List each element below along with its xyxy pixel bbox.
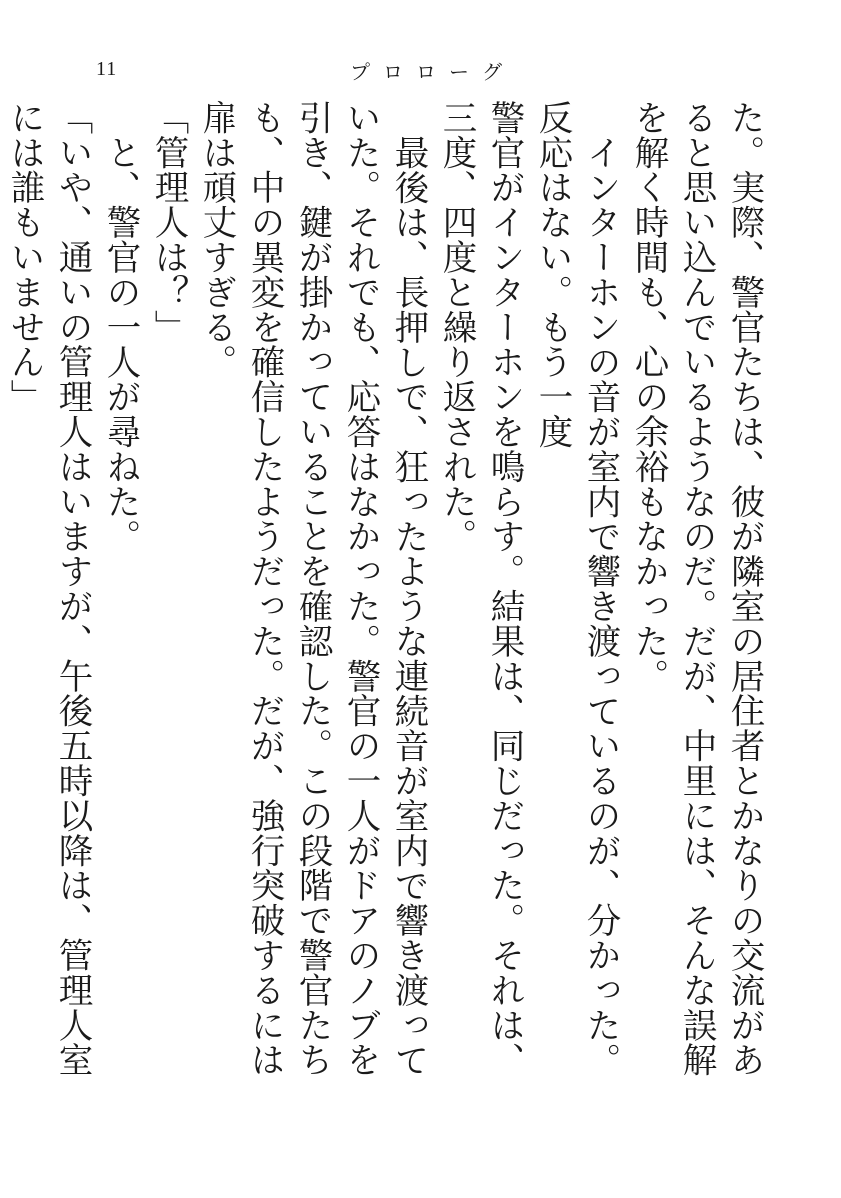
paragraph-1: 警官がインターホンを鳴らす。結果は、同じだった。それは、三度、四度と繰り返された。	[436, 100, 524, 1078]
paragraph-4: と、警官の一人が尋ねた。	[100, 134, 140, 554]
running-title: プロローグ	[350, 60, 515, 84]
paragraph-3: 「管理人は？」	[148, 100, 188, 345]
page-number: 11	[96, 58, 118, 80]
body-text	[4, 100, 768, 1100]
paragraph-2: 最後は、長押しで、狂ったような連続音が室内で響き渡っていた。それでも、応答はなかった。警官の一人がドアのノブを引き、鍵が掛かっていることを確認した。この段階で警官たちも、中の異変を確信したようだった。だが、強行突破するには扉は頑丈すぎる。	[196, 100, 428, 1078]
paragraph-intercom: インターホンの音が室内で響き渡っているのが、分かった。反応はない。もう一度	[532, 100, 620, 1077]
paragraph-opening: た。実際、警官たちは、彼が隣室の居住者とかなりの交流があると思い込んでいるようなのだ。だが、中里には、そんな誤解を解く時間も、心の余裕もなかった。	[628, 100, 764, 1078]
paragraph-5: 「いや、通いの管理人はいますが、午後五時以降は、管理人室には誰もいません」	[4, 100, 92, 1078]
